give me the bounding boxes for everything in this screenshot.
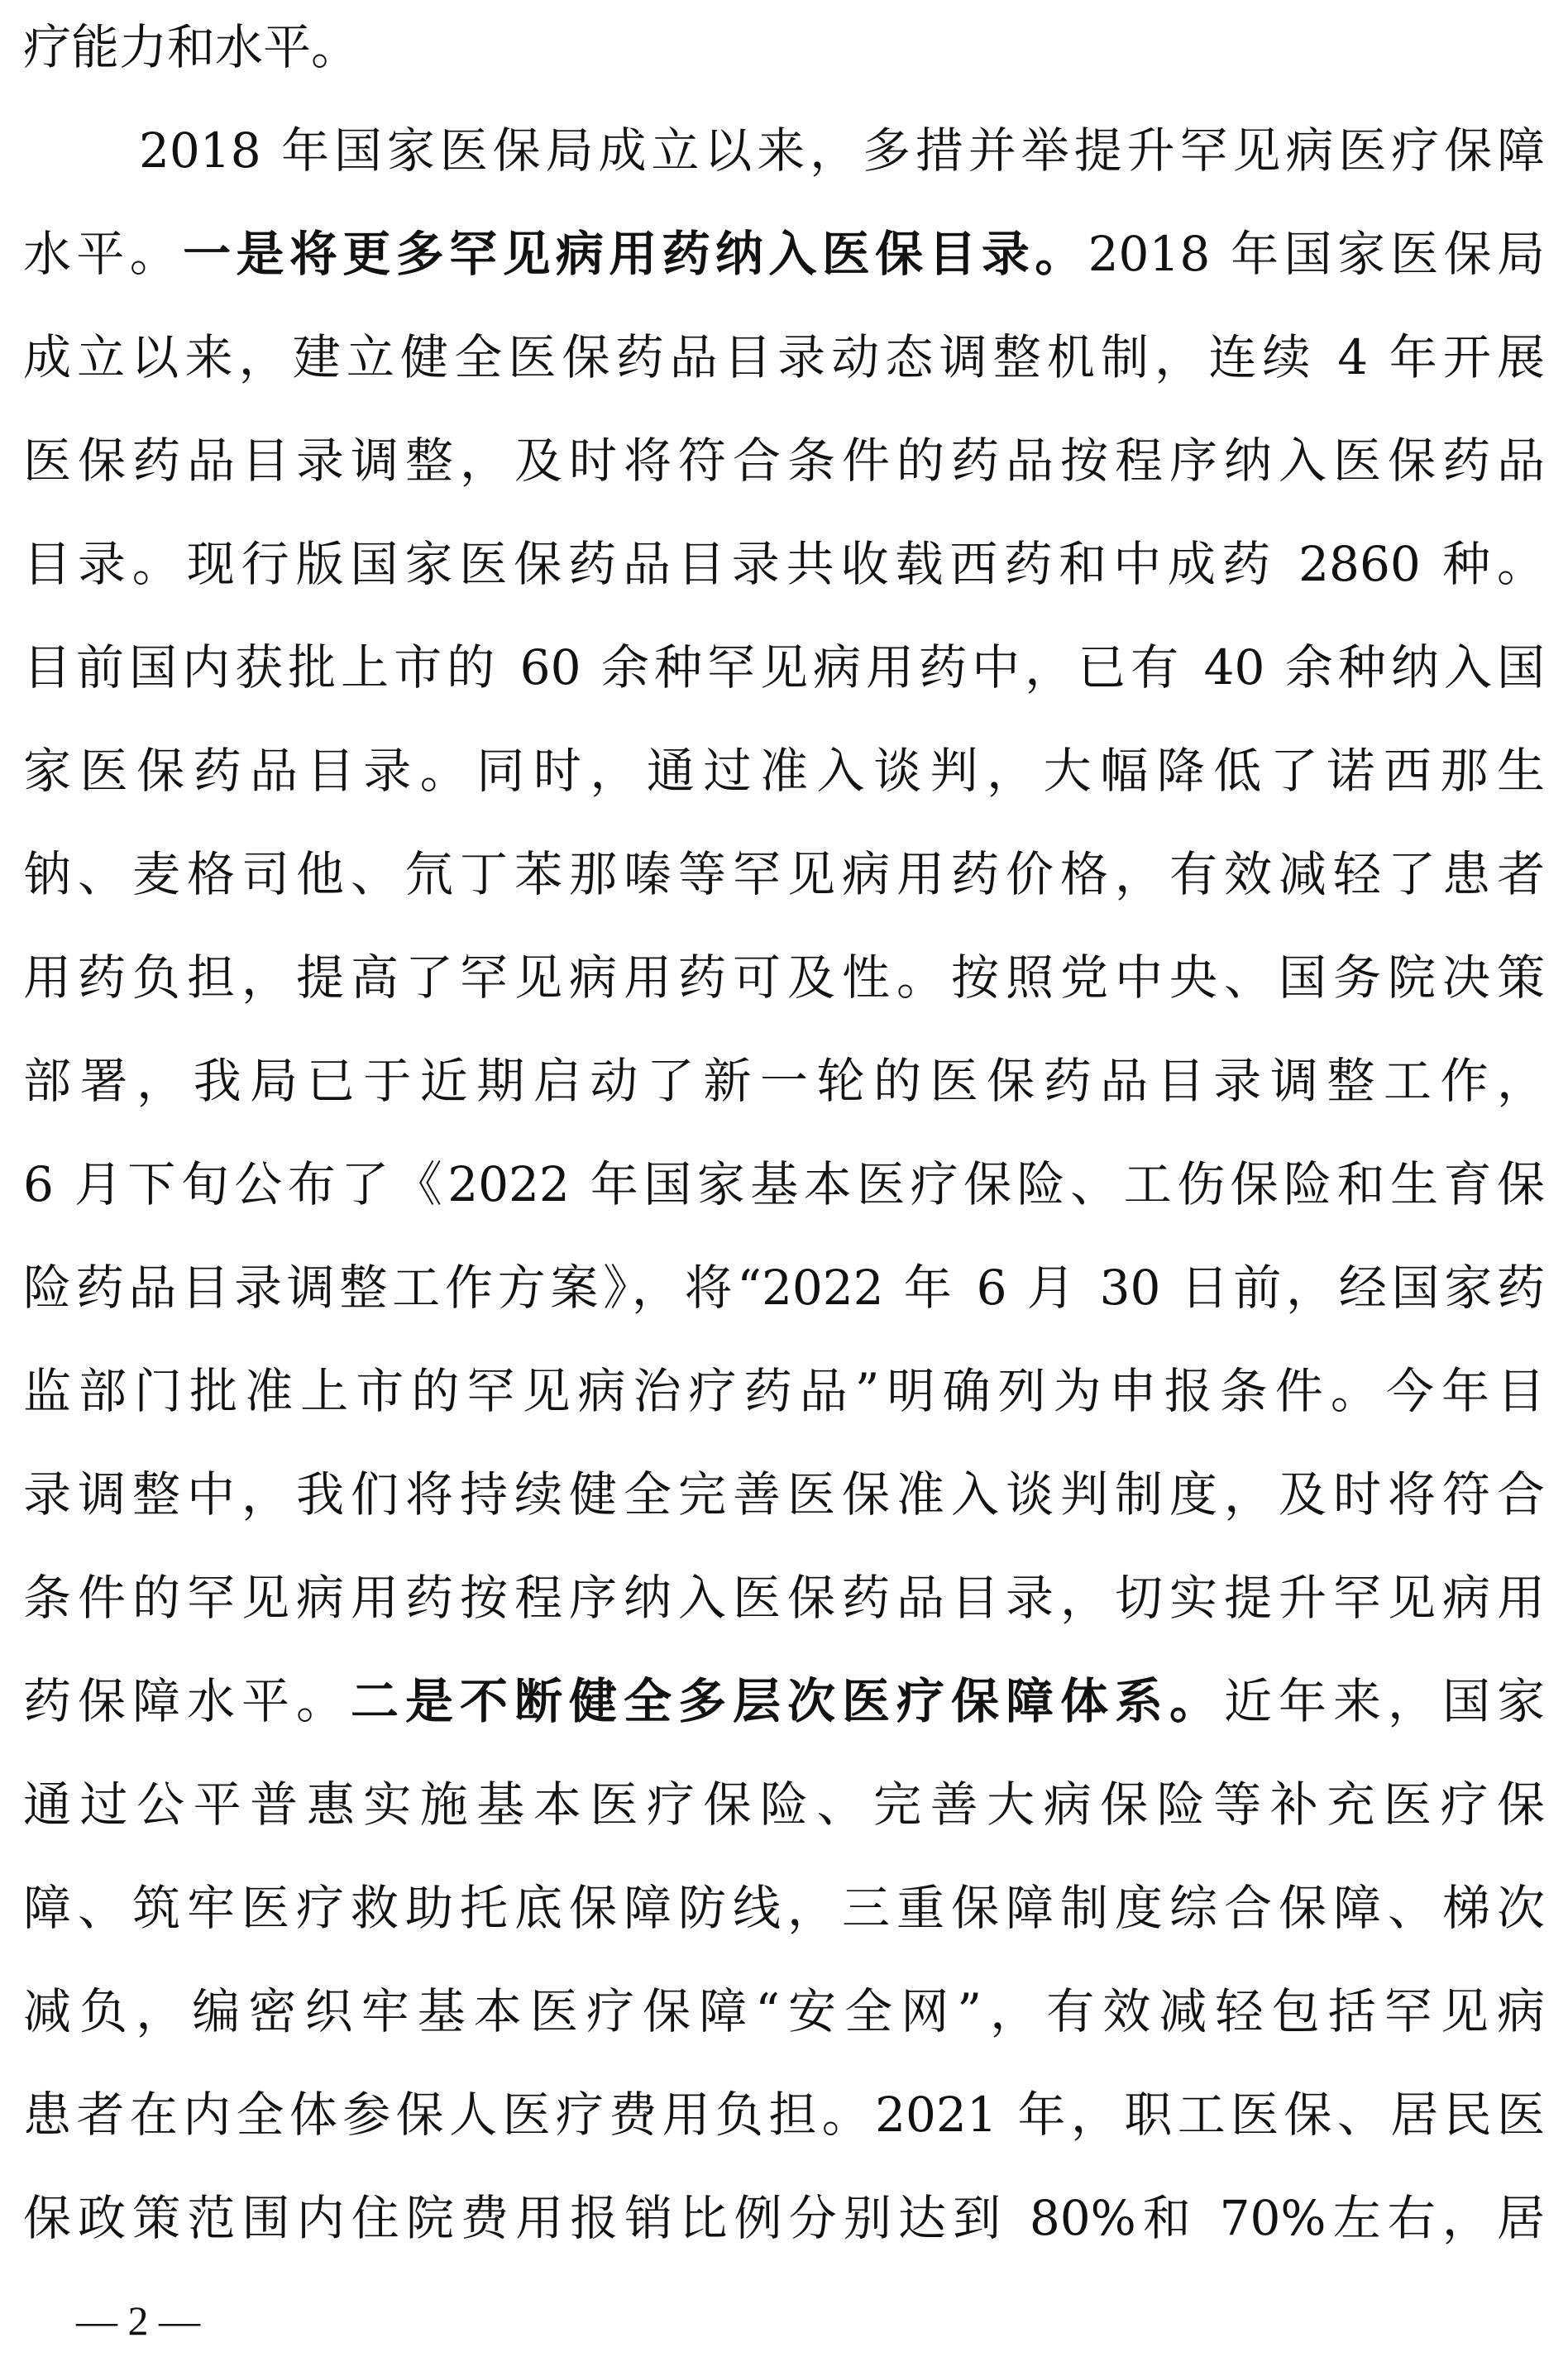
text-span: 保政策范围内住院费用报销比例分别达到 80%和 70%左右，居 bbox=[23, 2190, 1545, 2246]
text-line bbox=[23, 1656, 1545, 1747]
text-span: 目录。现行版国家医保药品目录共收载西药和中成药 2860 种。 bbox=[23, 536, 1545, 592]
text-span: 目前国内获批上市的 60 余种罕见病用药中，已有 40 余种纳入国 bbox=[23, 639, 1545, 696]
text-line bbox=[23, 312, 1545, 403]
text-span: 部署，我局已于近期启动了新一轮的医保药品目录调整工作， bbox=[23, 1053, 1545, 1109]
text-span: 成立以来，建立健全医保药品目录动态调整机制，连续 4 年开展 bbox=[23, 329, 1545, 385]
text-span: 2018 年国家医保局 bbox=[1088, 226, 1545, 282]
text-span: 条件的罕见病用药按程序纳入医保药品目录，切实提升罕见病用 bbox=[23, 1570, 1545, 1626]
text-span: 钠、麦格司他、氘丁苯那嗪等罕见病用药价格，有效减轻了患者 bbox=[23, 846, 1545, 902]
text-line bbox=[139, 105, 1545, 196]
text-line bbox=[23, 519, 1545, 610]
text-span: 通过公平普惠实施基本医疗保险、完善大病保险等补充医疗保 bbox=[23, 1776, 1545, 1833]
text-line bbox=[23, 1966, 1545, 2057]
text-line bbox=[23, 2, 359, 93]
text-span: 用药负担，提高了罕见病用药可及性。按照党中央、国务院决策 bbox=[23, 949, 1545, 1006]
text-line bbox=[23, 1449, 1545, 1540]
text-span: 6 月下旬公布了《2022 年国家基本医疗保险、工伤保险和生育保 bbox=[23, 1156, 1545, 1212]
text-span: 药保障水平。 bbox=[23, 1673, 351, 1729]
text-line bbox=[23, 829, 1545, 920]
text-line bbox=[23, 1862, 1545, 1953]
text-span: 减负，编密织牢基本医疗保障“安全网”，有效减轻包括罕见病 bbox=[23, 1983, 1545, 2039]
text-line bbox=[23, 1346, 1545, 1437]
text-span: 录调整中，我们将持续健全完善医保准入谈判制度，及时将符合 bbox=[23, 1466, 1545, 1523]
bold-phrase: 一是将更多罕见病用药纳入医保目录。 bbox=[183, 226, 1088, 282]
text-line bbox=[23, 725, 1545, 816]
text-span: 患者在内全体参保人医疗费用负担。2021 年，职工医保、居民医 bbox=[23, 2087, 1545, 2143]
text-line bbox=[23, 415, 1545, 506]
text-line bbox=[23, 2173, 1545, 2264]
text-line bbox=[23, 1552, 1545, 1643]
text-line bbox=[23, 1139, 1545, 1230]
text-span: 水平。 bbox=[23, 226, 184, 282]
text-span: 险药品目录调整工作方案》，将“2022 年 6 月 30 日前，经国家药 bbox=[23, 1260, 1545, 1316]
text-span: 疗能力和水平。 bbox=[23, 19, 360, 75]
page-number: — 2 — bbox=[76, 2297, 200, 2344]
text-span: 障、筑牢医疗救助托底保障防线，三重保障制度综合保障、梯次 bbox=[23, 1880, 1545, 1936]
text-line bbox=[23, 2069, 1545, 2160]
text-line bbox=[23, 1035, 1545, 1126]
text-span: 2018 年国家医保局成立以来，多措并举提升罕见病医疗保障 bbox=[139, 122, 1545, 179]
bold-phrase: 二是不断健全多层次医疗保障体系。 bbox=[351, 1673, 1224, 1729]
text-line bbox=[23, 932, 1545, 1023]
text-span: 家医保药品目录。同时，通过准入谈判，大幅降低了诺西那生 bbox=[23, 743, 1545, 799]
text-line bbox=[23, 622, 1545, 713]
text-span: 监部门批准上市的罕见病治疗药品”明确列为申报条件。今年目 bbox=[23, 1363, 1545, 1419]
text-span: 近年来，国家 bbox=[1223, 1673, 1545, 1729]
text-span: 医保药品目录调整，及时将符合条件的药品按程序纳入医保药品 bbox=[23, 433, 1545, 489]
text-line bbox=[23, 208, 1545, 299]
text-line bbox=[23, 1759, 1545, 1850]
text-line bbox=[23, 1242, 1545, 1333]
